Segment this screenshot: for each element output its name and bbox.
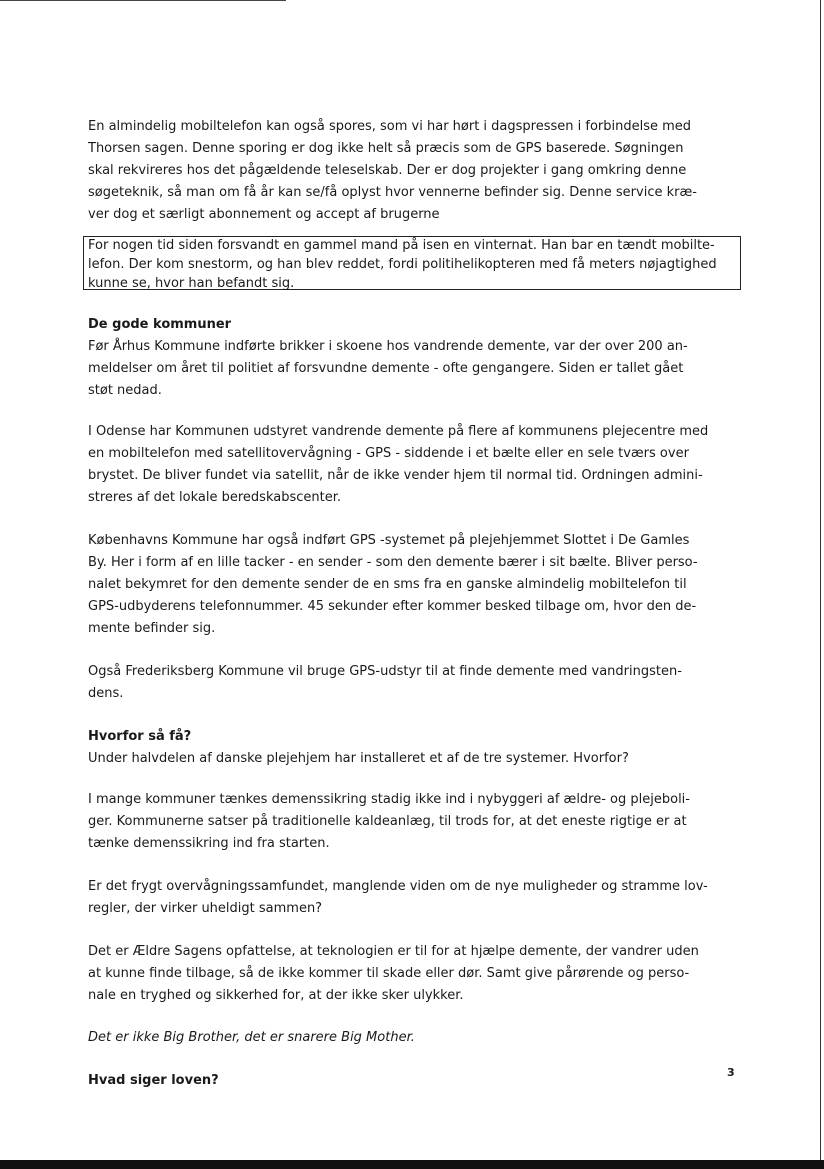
italic-quote: Det er ikke Big Brother, det er snarere Big Mother. <box>88 1030 415 1045</box>
text-line: Det er Ældre Sagens opfattelse, at teknologien er til for at hjælpe demente, der vandrer uden <box>88 944 699 959</box>
quote-big-mother <box>88 1027 415 1049</box>
text-line: en mobiltelefon med satellitovervågning - GPS - siddende i et bælte eller en sele tværs over <box>88 446 689 461</box>
text-line: støt nedad. <box>88 383 162 398</box>
text-line: lefon. Der kom snestorm, og han blev reddet, fordi politihelikopteren med få meters nøjagtighed <box>88 257 717 272</box>
scan-right-edge <box>820 0 821 1160</box>
text-line: GPS-udbyderens telefonnummer. 45 sekunder efter kommer besked tilbage om, hvor den de- <box>88 599 697 614</box>
text-line: I mange kommuner tænkes demenssikring stadig ikke ind i nybyggeri af ældre- og plejeboli- <box>88 792 690 807</box>
text-line: mente befinder sig. <box>88 621 216 636</box>
text-line: Også Frederiksberg Kommune vil bruge GPS-udstyr til at finde demente med vandringsten- <box>88 664 682 679</box>
paragraph-copenhagen <box>88 530 698 640</box>
section-why-so-few <box>88 726 629 770</box>
section-good-municipalities <box>88 314 688 402</box>
paragraph-odense <box>88 421 708 509</box>
text-line: streres af det lokale beredskabscenter. <box>88 490 342 505</box>
page-number: 3 <box>727 1066 735 1079</box>
paragraph-surveillance <box>88 876 708 920</box>
text-line: Er det frygt overvågningssamfundet, manglende viden om de nye muligheder og stramme lov- <box>88 879 708 894</box>
text-line: ver dog et særligt abonnement og accept af brugerne <box>88 207 440 222</box>
boxed-anecdote <box>83 236 741 290</box>
text-line: En almindelig mobiltelefon kan også spores, som vi har hørt i dagspressen i forbindelse med <box>88 119 692 134</box>
section-heading: Hvorfor så få? <box>88 729 192 744</box>
text-line: Thorsen sagen. Denne sporing er dog ikke helt så præcis som de GPS baserede. Søgningen <box>88 141 684 156</box>
paragraph-frederiksberg <box>88 661 682 705</box>
text-line: By. Her i form af en lille tacker - en sender - som den demente bærer i sit bælte. Bliver perso- <box>88 555 698 570</box>
paragraph-aeldre-sagen <box>88 941 699 1007</box>
scan-top-line <box>0 0 286 1</box>
text-line: nale en tryghed og sikkerhed for, at der ikke sker ulykker. <box>88 988 464 1003</box>
scan-bottom-bar <box>0 1160 824 1169</box>
paragraph-mobile-tracking <box>88 116 697 226</box>
text-line: tænke demenssikring ind fra starten. <box>88 836 330 851</box>
text-line: meldelser om året til politiet af forsvundne demente - ofte gengangere. Siden er tallet gået <box>88 361 684 376</box>
text-line: Københavns Kommune har også indført GPS -systemet på plejehjemmet Slottet i De Gamles <box>88 533 690 548</box>
text-line: søgeteknik, så man om få år kan se/få oplyst hvor vennerne befinder sig. Denne service kræ- <box>88 185 697 200</box>
text-line: kunne se, hvor han befandt sig. <box>88 276 295 291</box>
text-line: Før Århus Kommune indførte brikker i skoene hos vandrende demente, var der over 200 an- <box>88 339 688 354</box>
section-heading: De gode kommuner <box>88 317 232 332</box>
text-line: Under halvdelen af danske plejehjem har installeret et af de tre systemer. Hvorfor? <box>88 751 629 766</box>
paragraph-municipalities <box>88 789 690 855</box>
section-law <box>88 1070 219 1092</box>
text-line: I Odense har Kommunen udstyret vandrende demente på flere af kommunens plejecentre med <box>88 424 709 439</box>
text-line: brystet. De bliver fundet via satellit, når de ikke vender hjem til normal tid. Ordningen admini- <box>88 468 703 483</box>
text-line: For nogen tid siden forsvandt en gammel mand på isen en vinternat. Han bar en tændt mobilte- <box>88 238 715 253</box>
text-line: regler, der virker uheldigt sammen? <box>88 901 323 916</box>
text-line: dens. <box>88 686 124 701</box>
text-line: ger. Kommunerne satser på traditionelle kaldeanlæg, til trods for, at det eneste rigtige er at <box>88 814 687 829</box>
text-line: at kunne finde tilbage, så de ikke kommer til skade eller dør. Samt give pårørende og perso- <box>88 966 690 981</box>
text-line: skal rekvireres hos det pågældende teleselskab. Der er dog projekter i gang omkring denne <box>88 163 687 178</box>
section-heading: Hvad siger loven? <box>88 1073 219 1088</box>
text-line: nalet bekymret for den demente sender de en sms fra en ganske almindelig mobiltelefon til <box>88 577 687 592</box>
